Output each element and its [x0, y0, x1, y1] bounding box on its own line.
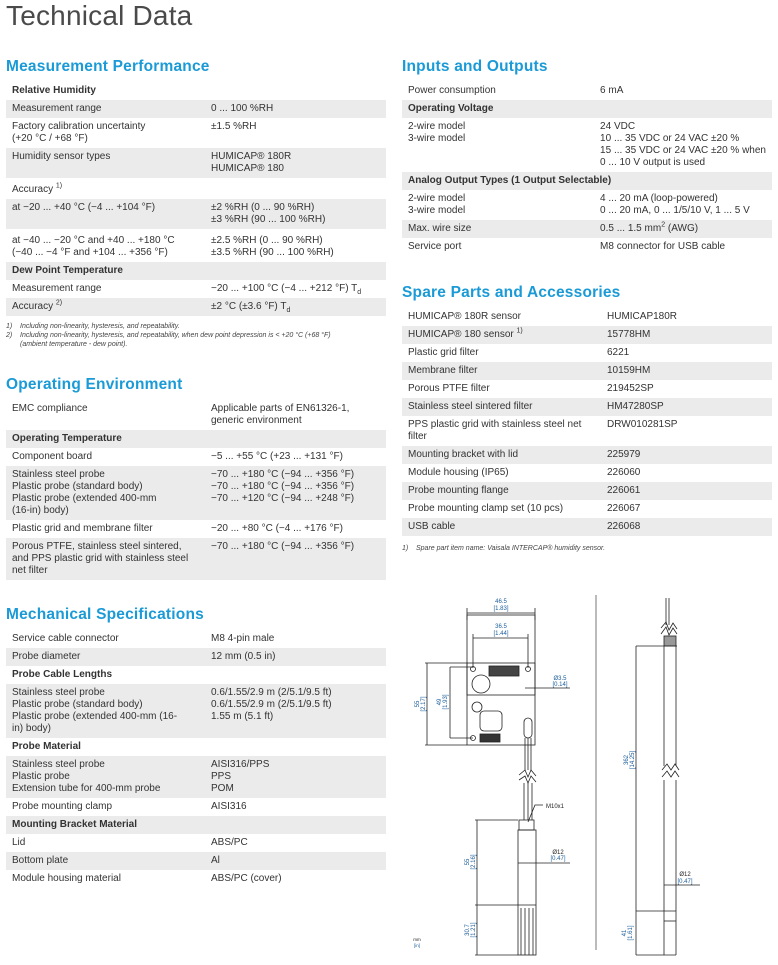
row-value: 0 ... 100 %RH	[205, 100, 386, 118]
mechanical-table	[6, 630, 386, 888]
table-row	[402, 220, 772, 238]
footnotes	[6, 322, 386, 349]
footnote: 1) Spare part item name: Vaisala INTERCAP® humidity sensor.	[402, 545, 606, 552]
dim-label: [1.61]	[628, 925, 634, 941]
dim-label: 36.5	[495, 624, 507, 630]
section-heading: Mechanical Specifications	[6, 606, 204, 623]
row-label: Stainless steel probe Plastic probe Extension tube for 400-mm probe	[6, 756, 205, 798]
table-row	[6, 199, 386, 229]
mechanical-section	[6, 606, 386, 888]
row-value: −5 ... +55 °C (+23 ... +131 °F)	[211, 451, 343, 462]
section-heading: Operating Environment	[6, 376, 183, 393]
row-label: USB cable	[402, 518, 601, 536]
operating-environment-section	[6, 376, 386, 580]
table-row	[6, 280, 386, 298]
row-label: Stainless steel sintered filter	[402, 398, 601, 416]
dim-label: 46.5	[495, 599, 507, 605]
row-value: HM47280SP	[601, 398, 772, 416]
page-title: Technical Data	[6, 0, 193, 31]
row-value: 226061	[601, 482, 772, 500]
table-row	[6, 756, 386, 798]
row-value: 6 mA	[600, 85, 624, 96]
row-label: Module housing (IP65)	[408, 467, 509, 478]
table-row	[402, 446, 772, 464]
subheader-row	[402, 172, 772, 190]
table-row	[6, 118, 386, 148]
table-row	[6, 400, 386, 430]
table-row	[6, 178, 386, 199]
component-board-drawing	[425, 608, 570, 955]
dim-label: M10x1	[546, 804, 565, 810]
dim-label: [1.21]	[471, 922, 477, 938]
row-label: Porous PTFE filter	[408, 383, 490, 394]
row-label: Service port	[408, 241, 462, 252]
row-label: Accuracy $^{1)}$	[12, 182, 63, 195]
row-label: Probe mounting clamp set (10 pcs)	[408, 503, 564, 514]
table-row	[402, 118, 772, 172]
dim-label: [1.93]	[443, 694, 449, 710]
row-label: Measurement range	[12, 283, 102, 294]
row-value: 6221	[607, 347, 630, 358]
table-row	[402, 308, 772, 326]
unit-legend: [in]	[413, 943, 421, 948]
dim-label: 30.7	[465, 924, 471, 936]
row-value: 225979	[601, 446, 772, 464]
row-value: −20 ... +100 °C (−4 ... +212 °F) $T_d$	[211, 283, 362, 296]
dim-label: 41	[622, 929, 628, 937]
row-label: Membrane filter	[402, 362, 601, 380]
row-label: Module housing material	[12, 873, 121, 884]
row-value: 4 ... 20 mA (loop-powered) 0 ... 20 mA, 0 ... 1/5/10 V, 1 ... 5 V	[600, 193, 750, 216]
row-value: Applicable parts of EN61326-1, generic environment	[211, 403, 350, 426]
measurement-table	[6, 82, 386, 316]
subheader-row	[6, 666, 386, 684]
dim-label: [0.47]	[550, 856, 566, 862]
footnote: 2) Including non-linearity, hysteresis, and repeatability, when dew point depression is < +20 °C (+68 °F) (ambient temperature - dew point).	[6, 332, 331, 348]
row-value: 226068	[601, 518, 772, 536]
table-row	[6, 798, 386, 816]
row-label: Power consumption	[408, 85, 496, 96]
dim-label: 49	[437, 698, 443, 706]
dim-label: [2.17]	[421, 696, 427, 712]
row-label: HUMICAP® 180R sensor	[408, 311, 521, 322]
table-row	[402, 380, 772, 398]
subheader-row	[402, 100, 772, 118]
subheader-operating-temperature: Operating Temperature	[6, 430, 386, 448]
table-row	[402, 238, 772, 256]
table-row	[6, 684, 386, 738]
table-row	[6, 100, 386, 118]
table-row	[402, 482, 772, 500]
spare-parts-table	[402, 308, 772, 536]
row-label: Factory calibration uncertainty (+20 °C / +68 °F)	[12, 121, 146, 144]
row-label: at −20 ... +40 °C (−4 ... +104 °F)	[6, 199, 205, 229]
dim-label: Ø12	[679, 872, 691, 878]
row-label: Plastic grid filter	[408, 347, 479, 358]
table-row	[6, 538, 386, 580]
row-label: Mounting bracket with lid	[402, 446, 601, 464]
table-row	[6, 448, 386, 466]
row-label: Porous PTFE, stainless steel sintered, and PPS plastic grid with stainless steel net filter	[6, 538, 205, 580]
row-label: Lid	[12, 837, 26, 848]
section-heading: Inputs and Outputs	[402, 58, 548, 75]
table-row	[402, 362, 772, 380]
row-value: HUMICAP180R	[607, 311, 678, 322]
row-label: Probe mounting clamp	[12, 801, 113, 812]
footnote-ref: 1)	[55, 182, 63, 190]
row-value: ±2.5 %RH (0 ... 90 %RH) ±3.5 %RH (90 ... 100 %RH)	[211, 235, 334, 258]
table-row	[6, 298, 386, 316]
dimension-drawing	[400, 590, 778, 962]
long-probe-drawing	[596, 595, 700, 955]
dim-label: Ø12	[552, 850, 564, 856]
footnotes	[402, 544, 772, 553]
table-row	[402, 344, 772, 362]
row-label: HUMICAP® 180 sensor $^{1)}$	[402, 326, 601, 344]
unit-legend: mm	[413, 937, 421, 942]
row-label: Bottom plate	[6, 852, 205, 870]
spare-parts-section	[402, 284, 772, 553]
table-row	[402, 82, 772, 100]
footnote: 1) Including non-linearity, hysteresis, and repeatability.	[6, 323, 180, 330]
dim-label: [2.16]	[471, 854, 477, 870]
dim-label: [14.25]	[630, 750, 636, 770]
dim-label: [0.14]	[552, 682, 568, 688]
table-row	[402, 500, 772, 518]
row-label: Plastic grid and membrane filter	[12, 523, 153, 534]
dim-label: 362	[624, 754, 630, 766]
row-value: M8 connector for USB cable	[600, 241, 726, 252]
table-row	[402, 416, 772, 446]
row-value: AISI316/PPS PPS POM	[205, 756, 386, 798]
row-value: 226060	[607, 467, 641, 478]
subheader-probe-material: Probe Material	[12, 741, 81, 752]
dim-label: [0.47]	[677, 879, 693, 885]
dimension-labels	[413, 599, 693, 948]
subheader-row	[6, 82, 386, 100]
subheader-row	[6, 430, 386, 448]
table-row	[6, 648, 386, 666]
row-value: −70 ... +180 °C (−94 ... +356 °F) −70 ... +180 °C (−94 ... +356 °F) −70 ... +120 °C (−94 ... +248 °F)	[205, 466, 386, 520]
subheader-row	[6, 738, 386, 756]
row-label: Stainless steel probe Plastic probe (standard body) Plastic probe (extended 400-mm (16- in) body)	[6, 684, 205, 738]
table-row	[402, 398, 772, 416]
row-label: Stainless steel probe Plastic probe (standard body) Plastic probe (extended 400-mm (16-in) body)	[6, 466, 205, 520]
row-value: ABS/PC	[211, 837, 248, 848]
row-label: Component board	[12, 451, 93, 462]
row-value: ABS/PC (cover)	[211, 873, 282, 884]
row-label: Probe mounting flange	[402, 482, 601, 500]
subheader-row	[6, 262, 386, 280]
row-value: 10159HM	[601, 362, 772, 380]
dim-label: 55	[465, 858, 471, 866]
row-value: ±1.5 %RH	[211, 121, 257, 132]
row-label: Service cable connector	[12, 633, 119, 644]
io-table	[402, 82, 772, 256]
section-heading: Spare Parts and Accessories	[402, 284, 621, 301]
row-value: 24 VDC 10 ... 35 VDC or 24 VAC ±20 % 15 ... 35 VDC or 24 VAC ±20 % when 0 ... 10 V output is used	[600, 121, 766, 168]
row-label: 2-wire model 3-wire model	[408, 193, 466, 216]
row-value: 15778HM	[601, 326, 772, 344]
table-row	[6, 466, 386, 520]
dim-label: [1.83]	[493, 606, 509, 612]
table-row	[402, 326, 772, 344]
row-label: 2-wire model 3-wire model	[408, 121, 466, 144]
row-label: Measurement range	[6, 100, 205, 118]
section-heading: Measurement Performance	[6, 58, 210, 75]
subheader-cable-lengths: Probe Cable Lengths	[12, 669, 113, 680]
row-value: HUMICAP® 180R HUMICAP® 180	[205, 148, 386, 178]
row-value: 12 mm (0.5 in)	[205, 648, 386, 666]
row-value: M8 4-pin male	[211, 633, 275, 644]
subheader-analog-output: Analog Output Types (1 Output Selectable)	[402, 172, 772, 190]
table-row	[6, 834, 386, 852]
row-label: at −40 ... −20 °C and +40 ... +180 °C (−40 ... −4 °F and +104 ... +356 °F)	[12, 235, 175, 258]
table-row	[402, 190, 772, 220]
table-row	[6, 520, 386, 538]
subheader-bracket-material: Mounting Bracket Material	[6, 816, 386, 834]
dim-label: [1.44]	[493, 631, 509, 637]
measurement-performance-section	[6, 58, 386, 349]
row-value: −70 ... +180 °C (−94 ... +356 °F)	[205, 538, 386, 580]
row-value: 0.6/1.55/2.9 m (2/5.1/9.5 ft) 0.6/1.55/2.9 m (2/5.1/9.5 ft) 1.55 m (5.1 ft)	[205, 684, 386, 738]
table-row	[6, 870, 386, 888]
subheader-relative-humidity: Relative Humidity	[12, 85, 96, 96]
row-value: Al	[205, 852, 386, 870]
row-value: DRW010281SP	[607, 419, 678, 430]
row-value: 219452SP	[607, 383, 654, 394]
row-label: Probe diameter	[6, 648, 205, 666]
environment-table	[6, 400, 386, 580]
dim-label: Ø3.5	[553, 676, 567, 682]
table-row	[6, 229, 386, 262]
row-value: AISI316	[211, 801, 247, 812]
table-row	[6, 630, 386, 648]
subheader-operating-voltage: Operating Voltage	[402, 100, 772, 118]
row-value: ±2 °C (±3.6 °F) $T_d$	[205, 298, 386, 316]
subheader-dew-point: Dew Point Temperature	[6, 262, 386, 280]
table-row	[402, 464, 772, 482]
subheader-row	[6, 816, 386, 834]
row-label: EMC compliance	[12, 403, 88, 414]
row-value: 0.5 ... 1.5 $mm^2$ (AWG)	[594, 220, 772, 238]
row-value: 226067	[607, 503, 641, 514]
row-label: PPS plastic grid with stainless steel net filter	[408, 419, 582, 442]
table-row	[6, 148, 386, 178]
row-value: −20 ... +80 °C (−4 ... +176 °F)	[211, 523, 343, 534]
inputs-outputs-section	[402, 58, 772, 256]
row-value: ±2 %RH (0 ... 90 %RH) ±3 %RH (90 ... 100 %RH)	[205, 199, 386, 229]
table-row	[402, 518, 772, 536]
row-label: Max. wire size	[402, 220, 594, 238]
row-label: Accuracy $^{2)}$	[6, 298, 205, 316]
dim-label: 55	[415, 700, 421, 708]
table-row	[6, 852, 386, 870]
row-label: Humidity sensor types	[6, 148, 205, 178]
